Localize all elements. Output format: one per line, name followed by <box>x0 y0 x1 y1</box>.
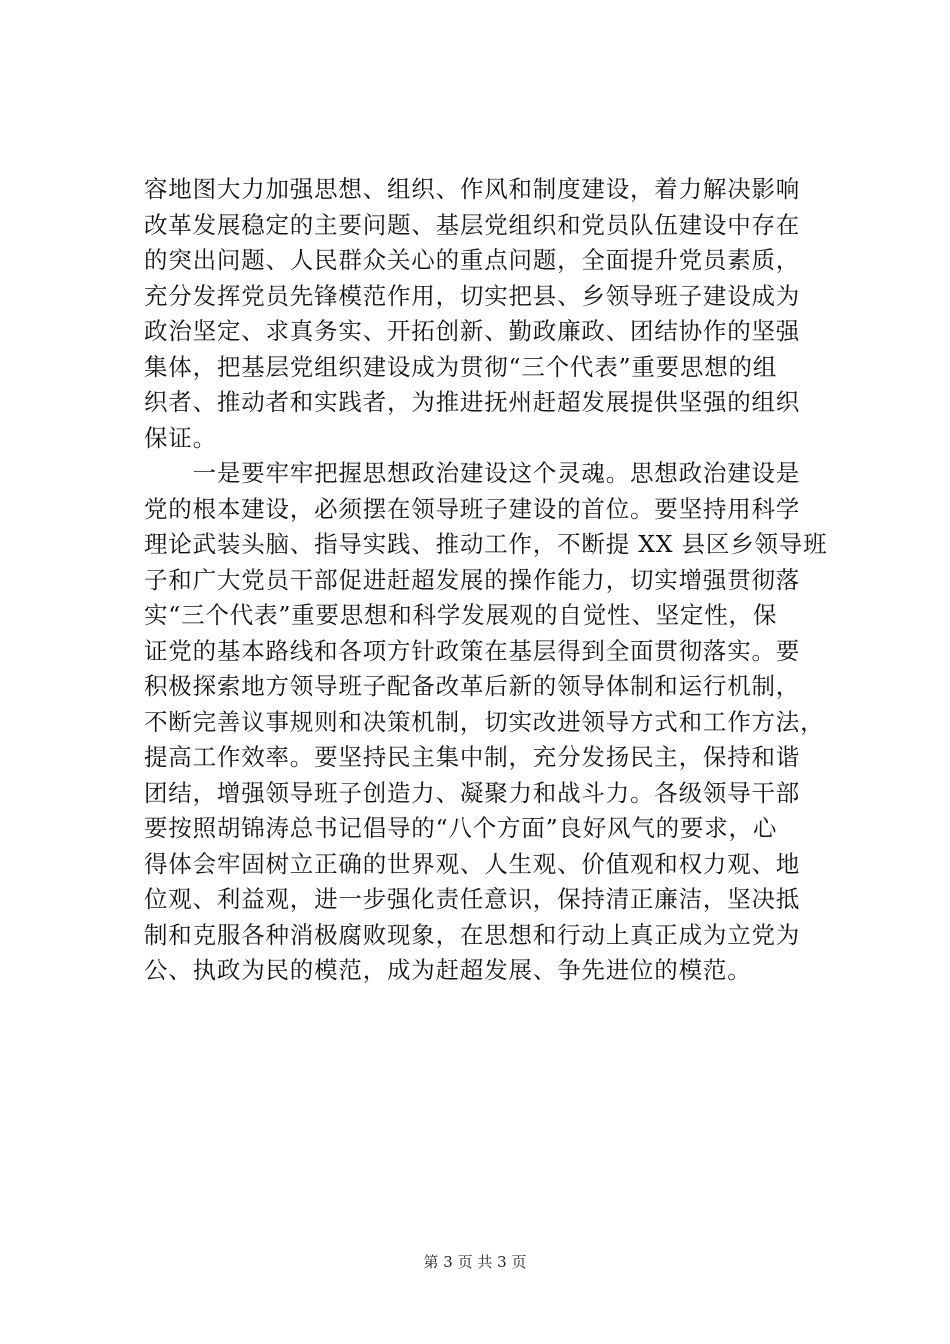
text-line: 团结，增强领导班子创造力、凝聚力和战斗力。各级领导干部 <box>144 778 801 807</box>
page-footer <box>0 1252 950 1272</box>
text-line: 的突出问题、人民群众关心的重点问题，全面提升党员素质， <box>144 246 801 274</box>
text-line: 子和广大党员干部促进赶超发展的操作能力，切实增强贯彻落 <box>144 565 801 594</box>
body-text <box>144 172 828 989</box>
text-line: 积极探索地方领导班子配备改革后新的领导体制和运行机制， <box>144 672 801 700</box>
text-line: 公、执政为民的模范，成为赶超发展、争先进位的模范。 <box>144 956 752 984</box>
text-line: 得体会牢固树立正确的世界观、人生观、价值观和权力观、地 <box>144 849 801 878</box>
text-line: 充分发挥党员先锋模范作用，切实把县、乡领导班子建设成为 <box>144 281 801 310</box>
text-line: 位观、利益观，进一步强化责任意识，保持清正廉洁，坚决抵 <box>144 885 801 913</box>
text-line: 党的根本建设，必须摆在领导班子建设的首位。要坚持用科学 <box>144 494 801 523</box>
text-line: 要按照胡锦涛总书记倡导的“八个方面”良好风气的要求，心 <box>144 814 778 842</box>
text-line: 不断完善议事规则和决策机制，切实改进领导方式和工作方法， <box>144 707 825 736</box>
text-line: 改革发展稳定的主要问题、基层党组织和党员队伍建设中存在 <box>144 210 801 239</box>
text-line: 织者、推动者和实践者，为推进抚州赶超发展提供坚强的组织 <box>144 388 801 416</box>
text-line: 制和克服各种消极腐败现象，在思想和行动上真正成为立党为 <box>144 920 801 949</box>
text-line: 提高工作效率。要坚持民主集中制，充分发扬民主，保持和谐 <box>144 743 801 771</box>
text-line: 保证。 <box>144 423 217 452</box>
text-line: 实“三个代表”重要思想和科学发展观的自觉性、坚定性，保 <box>144 601 778 629</box>
page-number-label: 第 3 页 共 3 页 <box>423 1253 527 1271</box>
text-line: 证党的基本路线和各项方针政策在基层得到全面贯彻落实。要 <box>144 636 801 665</box>
text-line: 理论武装头脑、指导实践、推动工作，不断提 XX 县区乡领导班 <box>144 530 828 558</box>
text-line: 一是要牢牢把握思想政治建设这个灵魂。思想政治建设是 <box>144 459 801 487</box>
text-line: 政治坚定、求真务实、开拓创新、勤政廉政、团结协作的坚强 <box>144 317 801 345</box>
text-line: 容地图大力加强思想、组织、作风和制度建设，着力解决影响 <box>144 175 801 203</box>
text-line: 集体，把基层党组织建设成为贯彻“三个代表”重要思想的组 <box>144 352 778 381</box>
